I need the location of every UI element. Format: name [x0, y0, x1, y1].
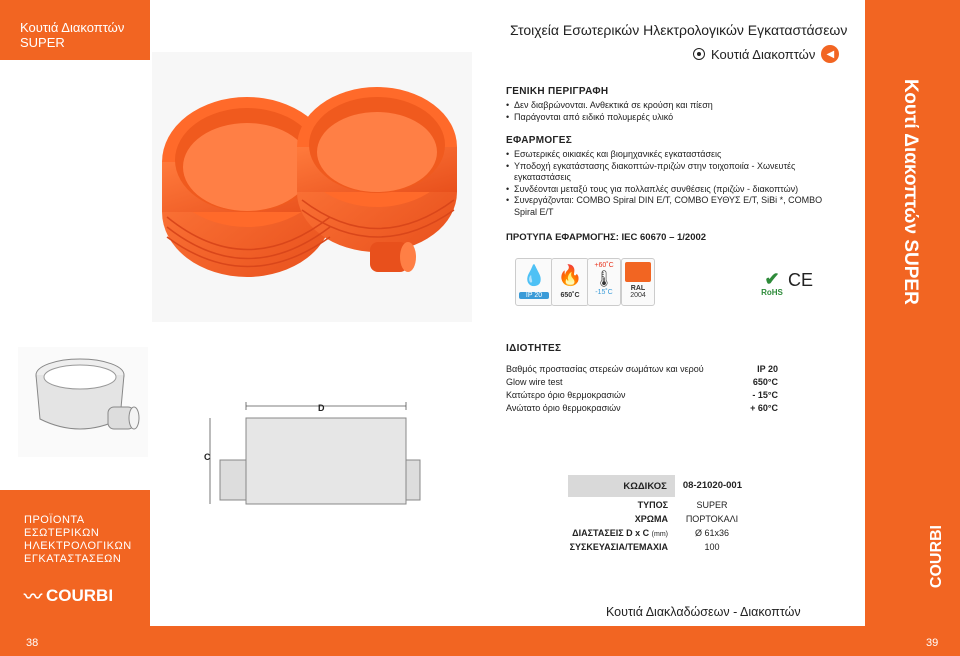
back-arrow-icon[interactable]: ◀	[821, 45, 839, 63]
properties-heading: ΙΔΙΟΤΗΤΕΣ	[506, 343, 562, 354]
table-key: ΣΥΣΚΕΥΑΣΙΑ/ΤΕΜΑΧΙΑ	[569, 542, 668, 552]
property-row	[506, 402, 778, 415]
code-label: ΚΩΔΙΚΟΣ	[623, 480, 667, 492]
property-value: - 15°C	[752, 390, 778, 400]
table-value: SUPER	[696, 500, 728, 510]
property-value: IP 20	[757, 364, 778, 374]
standards-text: ΠΡΟΤΥΠΑ ΕΦΑΡΜΟΓΗΣ: IEC 60670 – 1/2002	[506, 232, 707, 243]
table-value: Ø 61x36	[694, 528, 730, 538]
general-heading: ΓΕΝΙΚΗ ΠΕΡΙΓΡΑΦΗ	[506, 86, 609, 97]
dimension-d-label: D	[318, 403, 325, 413]
list-item: • Δεν διαβρώνονται. Ανθεκτικά σε κρούση και πίεση	[506, 100, 836, 112]
courbi-logo-vertical: COURBI	[928, 525, 945, 589]
table-value: 100	[704, 542, 720, 552]
ral-label: RAL	[630, 285, 646, 292]
table-row	[568, 542, 748, 552]
category-line: ΗΛΕΚΤΡΟΛΟΓΙΚΩΝ	[24, 540, 132, 552]
applications-list	[506, 149, 836, 218]
table-key: ΧΡΩΜΑ	[634, 514, 668, 524]
code-header	[568, 475, 748, 497]
vertical-product-title: Κουτί Διακοπτών SUPER	[900, 79, 921, 305]
list-item: • Συνεργάζονται: COMBO Spiral DIN E/T, COMBO ΕΥΘΥΣ E/T, SiBi *, COMBO Spiral E/T	[506, 195, 836, 218]
dimensions-unit: (mm)	[651, 531, 668, 538]
left-title-line1: Κουτιά Διακοπτών	[20, 20, 125, 35]
footer-title: Κουτιά Διακλαδώσεων - Διακοπτών	[606, 605, 801, 619]
left-title-line2: SUPER	[20, 35, 65, 50]
ral-color-icon	[621, 258, 655, 306]
list-item: • Παράγονται από ειδικό πολυμερές υλικό	[506, 112, 836, 124]
property-row	[506, 389, 778, 402]
list-item: • Υποδοχή εγκατάστασης διακοπτών-πριζών στην τοιχοποιία - Χωνευτές εγκαταστάσεις	[506, 161, 836, 184]
thermometer-icon: +60˚C 🌡 -15˚C	[587, 258, 621, 306]
list-item: • Συνδέονται μεταξύ τους για πολλαπλές συνθέσεις (πριζών - διακοπτών)	[506, 184, 836, 196]
bottom-bar	[0, 626, 960, 656]
table-key: ΤΥΠΟΣ	[637, 500, 668, 510]
courbi-logo-text: COURBI	[46, 586, 114, 605]
page-number-right: 39	[926, 637, 939, 649]
product-photo-double-box	[152, 52, 472, 322]
table-key	[568, 528, 676, 538]
temp-high-label: +60˚C	[594, 262, 614, 269]
dimension-c-label: C	[204, 452, 211, 462]
property-label: Βαθμός προστασίας στερεών σωμάτων και νερού	[506, 364, 704, 374]
code-value: 08-21020-001	[675, 475, 748, 497]
property-label: Ανώτατο όριο θερμοκρασιών	[506, 403, 621, 413]
target-icon	[693, 48, 705, 60]
property-label: Κατώτερο όριο θερμοκρασιών	[506, 390, 626, 400]
page-number-left: 38	[26, 637, 39, 649]
property-row	[506, 376, 778, 389]
dimensions-key: ΔΙΑΣΤΑΣΕΙΣ D x C	[572, 528, 650, 538]
properties-block	[506, 343, 778, 415]
section-subtitle	[693, 45, 839, 63]
general-list	[506, 100, 836, 123]
fire-icon: 🔥 650˚C	[551, 258, 589, 306]
category-line: ΠΡΟΪΟΝΤΑ	[24, 514, 85, 526]
ce-mark-icon: CE	[788, 270, 814, 290]
temp-low-label: -15˚C	[595, 289, 613, 296]
single-box-sketch	[18, 347, 148, 457]
fire-temp-label: 650˚C	[560, 292, 580, 299]
ip-rating-icon: 💧 IP 20	[515, 258, 553, 306]
applications-heading: ΕΦΑΡΜΟΓΕΣ	[506, 135, 572, 146]
list-item: • Εσωτερικές οικιακές και βιομηχανικές εγκαταστάσεις	[506, 149, 836, 161]
rohs-icon: ✔ RoHS	[758, 270, 786, 298]
property-label: Glow wire test	[506, 377, 563, 387]
left-title	[20, 20, 124, 50]
table-row	[568, 528, 748, 538]
rohs-label: RoHS	[761, 288, 783, 297]
table-row	[568, 500, 748, 510]
technical-drawing	[206, 400, 421, 508]
category-text	[24, 514, 132, 566]
ral-code: 2004	[630, 292, 646, 299]
courbi-logo-icon: 〰	[24, 587, 42, 607]
description-block	[506, 86, 836, 218]
category-line: ΕΓΚΑΤΑΣΤΑΣΕΩΝ	[24, 553, 122, 565]
page-title: Στοιχεία Εσωτερικών Ηλεκτρολογικών Εγκαταστάσεων	[510, 22, 848, 38]
courbi-logo	[24, 583, 113, 609]
category-line: ΕΣΩΤΕΡΙΚΩΝ	[24, 527, 100, 539]
property-value: + 60°C	[750, 403, 778, 413]
table-value: ΠΟΡΤΟΚΑΛΙ	[685, 514, 739, 524]
subtitle-text: Κουτιά Διακοπτών	[711, 46, 816, 62]
ip-rating-label: IP 20	[519, 292, 549, 299]
table-row	[568, 514, 748, 524]
property-value: 650°C	[752, 377, 778, 387]
property-row	[506, 363, 778, 376]
